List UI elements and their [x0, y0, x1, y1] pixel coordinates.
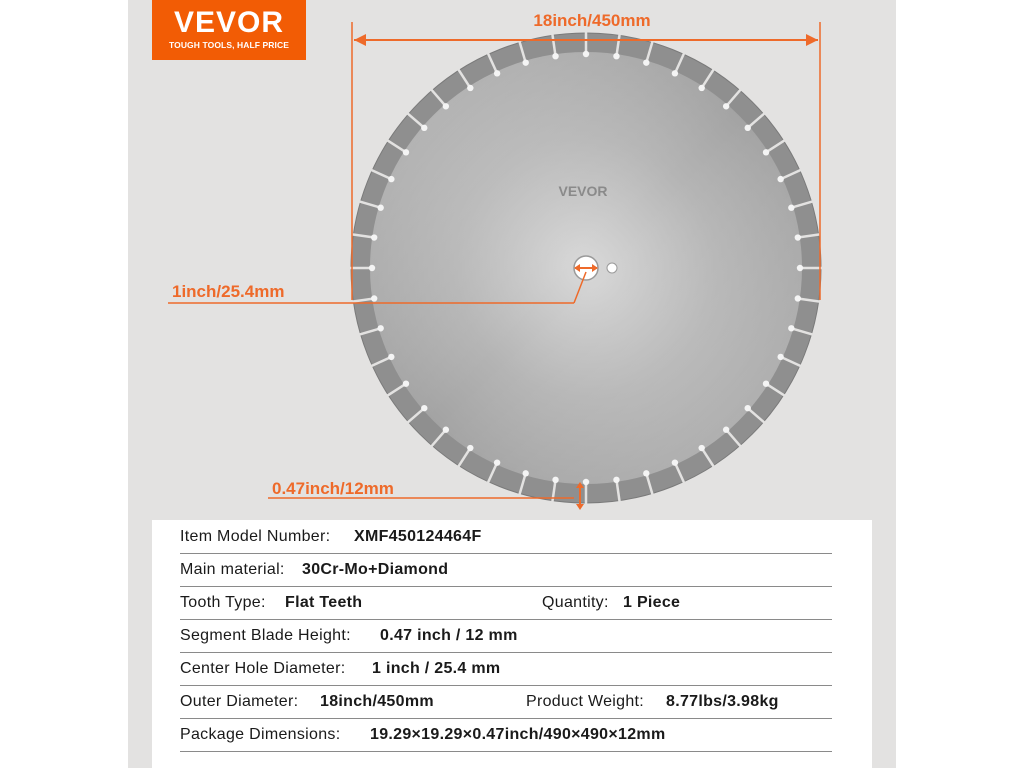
spec-row-package [180, 718, 832, 752]
gullet-hole [613, 53, 619, 59]
outer-arrow-right [806, 34, 818, 46]
gullet-hole [723, 427, 729, 433]
gullet-hole [613, 477, 619, 483]
spec-label: Center Hole Diameter: [180, 660, 346, 677]
gullet-hole [421, 125, 427, 131]
spec-label: Quantity: [542, 594, 609, 611]
gullet-hole [788, 205, 794, 211]
spec-value: Flat Teeth [285, 594, 363, 611]
gullet-hole [403, 380, 409, 386]
spec-value: 19.29×19.29×0.47inch/490×490×12mm [370, 726, 666, 743]
spec-value: 18inch/450mm [320, 693, 434, 710]
gullet-hole [672, 70, 678, 76]
gullet-hole [745, 125, 751, 131]
gullet-hole [698, 85, 704, 91]
segment-label: 0.47inch/12mm [272, 479, 394, 498]
gullet-hole [583, 51, 589, 57]
gullet-hole [795, 234, 801, 240]
gullet-hole [797, 265, 803, 271]
spec-value: 1 inch / 25.4 mm [372, 660, 501, 677]
spec-label: Tooth Type: [180, 594, 266, 611]
gullet-hole [403, 149, 409, 155]
blade-brand-logo: VEVOR [558, 183, 608, 199]
gullet-hole [552, 53, 558, 59]
gullet-hole [443, 103, 449, 109]
gullet-hole [795, 295, 801, 301]
gullet-hole [369, 265, 375, 271]
spec-label: Segment Blade Height: [180, 627, 351, 644]
spec-table [152, 520, 872, 768]
gullet-hole [371, 295, 377, 301]
gullet-hole [763, 149, 769, 155]
outer-arrow-left [354, 34, 366, 46]
spec-value: 1 Piece [623, 594, 681, 611]
gullet-hole [377, 325, 383, 331]
gullet-hole [443, 427, 449, 433]
saw-blade-diagram [128, 0, 896, 520]
center-hole-label: 1inch/25.4mm [172, 282, 285, 301]
gullet-hole [552, 477, 558, 483]
segment-arrow-bottom [576, 504, 584, 510]
pin-hole [607, 263, 617, 273]
spec-value: 30Cr-Mo+Diamond [302, 561, 449, 578]
gullet-hole [745, 405, 751, 411]
gullet-hole [494, 70, 500, 76]
spec-row-diameter-weight [180, 685, 832, 719]
gullet-hole [467, 445, 473, 451]
gullet-hole [763, 380, 769, 386]
spec-label: Package Dimensions: [180, 726, 341, 743]
spec-row-model [180, 520, 832, 554]
spec-label: Main material: [180, 561, 285, 578]
spec-row-material [180, 553, 832, 587]
spec-row-segment-height [180, 619, 832, 653]
gullet-hole [723, 103, 729, 109]
spec-label: Item Model Number: [180, 528, 331, 545]
gullet-hole [388, 354, 394, 360]
gullet-hole [494, 459, 500, 465]
gullet-hole [788, 325, 794, 331]
gullet-hole [777, 354, 783, 360]
spec-row-center-hole [180, 652, 832, 686]
outer-diameter-label: 18inch/450mm [533, 11, 651, 30]
spec-value: 0.47 inch / 12 mm [380, 627, 518, 644]
gullet-hole [698, 445, 704, 451]
spec-value: XMF450124464F [354, 528, 482, 545]
gullet-hole [421, 405, 427, 411]
gullet-hole [467, 85, 473, 91]
gullet-hole [672, 459, 678, 465]
spec-label: Product Weight: [526, 693, 645, 710]
gullet-hole [523, 59, 529, 65]
gullet-hole [388, 176, 394, 182]
spec-value: 8.77lbs/3.98kg [666, 693, 779, 710]
gullet-hole [643, 470, 649, 476]
spec-row-tooth-quantity [180, 586, 832, 620]
gullet-hole [583, 479, 589, 485]
logo-name: VEVOR [173, 6, 285, 39]
gullet-hole [777, 176, 783, 182]
gullet-hole [377, 205, 383, 211]
spec-label: Outer Diameter: [180, 693, 299, 710]
gullet-hole [523, 470, 529, 476]
gullet-hole [371, 234, 377, 240]
gullet-hole [643, 59, 649, 65]
product-image [128, 0, 896, 768]
logo-tagline: TOUGH TOOLS, HALF PRICE [168, 40, 290, 50]
